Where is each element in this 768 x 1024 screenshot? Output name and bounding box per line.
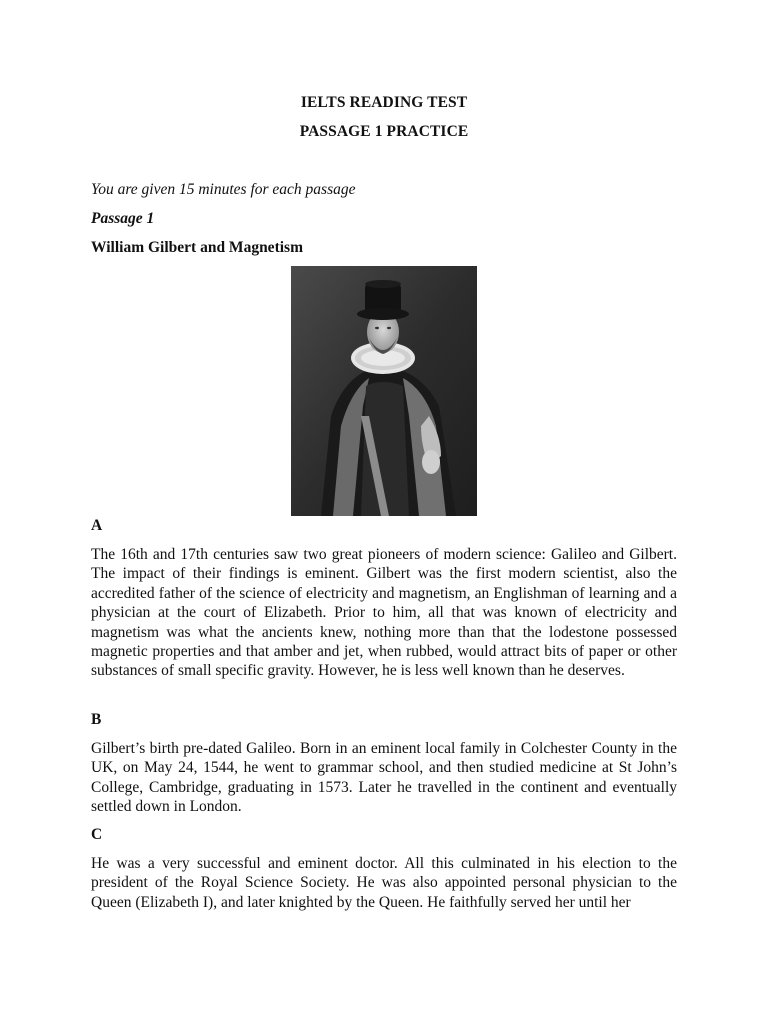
section-letter-a: A (91, 517, 103, 534)
section-paragraph-b: Gilbert’s birth pre-dated Galileo. Born in an eminent local family in Colchester County in the UK, on May 24, 1544, he went to grammar school, and then studied medicine at St John’s College, Cambridge, graduating in 1573. Later he travelled in the continent and eventually settled down in London. (91, 740, 677, 816)
section-letter-c: C (91, 826, 103, 843)
section-paragraph-a: The 16th and 17th centuries saw two great pioneers of modern science: Galileo and Gilbert. The impact of their findings is eminent. Gilbert was the first modern scientist, also the accredited father of the science of electricity and magnetism, an Englishman of learning and a physician at the court of Elizabeth. Prior to him, all that was known of electricity and magnetism was what the ancients knew, nothing more than that the lodestone possessed magnetic properties and that amber and jet, when rubbed, would attract bits of paper or other substances of small specific gravity. However, he is less well known than he deserves. (91, 546, 677, 680)
document-subtitle: PASSAGE 1 PRACTICE (299, 123, 469, 140)
instructions-text: You are given 15 minutes for each passage (91, 181, 356, 198)
passage-label: Passage 1 (91, 210, 155, 227)
section-letter-b: B (91, 711, 102, 728)
section-paragraph-c: He was a very successful and eminent doctor. All this culminated in his election to the president of the Royal Science Society. He was also appointed personal physician to the Queen (Elizabeth I), and later knighted by the Queen. He faithfully served her until her (91, 855, 677, 911)
document-title: IELTS READING TEST (300, 94, 468, 111)
passage-title: William Gilbert and Magnetism (91, 239, 303, 256)
portrait-image (291, 266, 477, 516)
